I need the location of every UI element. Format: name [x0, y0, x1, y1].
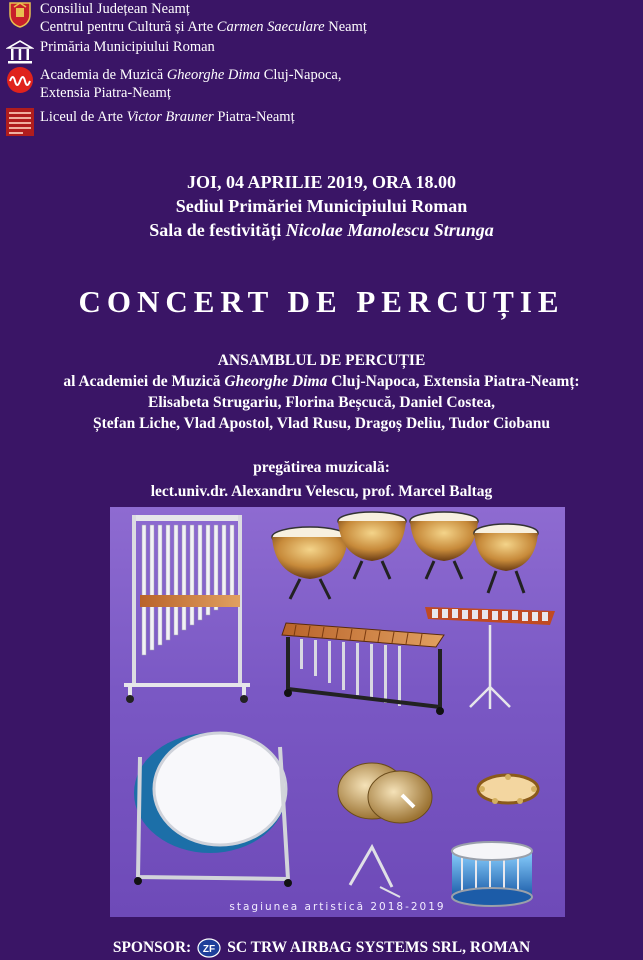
organizer-line: Primăria Municipiului Roman — [40, 39, 215, 55]
cymbals — [338, 763, 432, 823]
ensemble-affiliation: al Academiei de Muzică Gheorghe Dima Cluj-Napoca, Extensia Piatra-Neamț: — [63, 373, 580, 390]
organizer-academy — [6, 66, 341, 102]
sponsor-line — [0, 938, 643, 958]
organizer-line: Centrul pentru Cultură și Arte Carmen Saeculare Neamț — [40, 19, 367, 35]
organizer-highschool — [6, 108, 295, 136]
zf-logo-icon — [197, 938, 221, 958]
county-coat-of-arms-icon — [6, 0, 34, 28]
ensemble-name: ANSAMBLUL DE PERCUȚIE — [217, 352, 426, 369]
tubular-bells — [124, 515, 250, 703]
city-hall-building-icon — [6, 38, 34, 66]
concert-title: CONCERT DE PERCUȚIE — [78, 284, 565, 319]
timpani — [272, 512, 538, 599]
event-venue: Sediul Primăriei Municipiului Roman — [175, 196, 468, 216]
organizer-line: Consiliul Județean Neamț — [40, 1, 190, 17]
preparation-label: pregătirea muzicală: — [253, 459, 390, 476]
sponsor-label: SPONSOR: — [112, 939, 192, 956]
musical-preparation — [0, 456, 643, 504]
tambourine — [478, 774, 538, 804]
event-datetime: JOI, 04 APRILIE 2019, ORA 18.00 — [186, 172, 457, 192]
marimba — [282, 623, 444, 715]
organizer-city-hall — [6, 38, 215, 66]
instruments-artwork — [110, 507, 565, 917]
organizer-line: Academia de Muzică Gheorghe Dima Cluj-Napoca, — [40, 67, 342, 83]
ensemble-members: Elisabeta Strugariu, Florina Beșcucă, Daniel Costea, — [147, 394, 496, 411]
triangle — [350, 847, 400, 897]
organizer-county — [6, 0, 367, 36]
bass-drum — [134, 733, 292, 887]
snare-drum — [452, 842, 532, 906]
arts-highschool-logo-icon — [6, 108, 34, 136]
organizer-line: Extensia Piatra-Neamț — [40, 85, 171, 101]
sponsor-company: SC TRW AIRBAG SYSTEMS SRL, ROMAN — [227, 939, 531, 956]
event-details — [0, 170, 643, 242]
music-academy-logo-icon — [6, 66, 34, 94]
percussion-instruments-illustration — [110, 507, 565, 917]
preparation-names: lect.univ.dr. Alexandru Velescu, prof. Marcel Baltag — [150, 483, 493, 500]
organizer-line: Liceul de Arte Victor Brauner Piatra-Neamț — [40, 109, 295, 125]
ensemble-members: Ștefan Liche, Vlad Apostol, Vlad Rusu, Dragoș Deliu, Tudor Ciobanu — [93, 415, 550, 432]
event-hall: Sala de festivități Nicolae Manolescu Strunga — [149, 220, 494, 240]
glockenspiel — [425, 607, 555, 709]
ensemble-info — [0, 350, 643, 434]
season-label: stagiunea artistică 2018-2019 — [229, 901, 446, 913]
zf-logo-text: ZF — [203, 944, 216, 955]
